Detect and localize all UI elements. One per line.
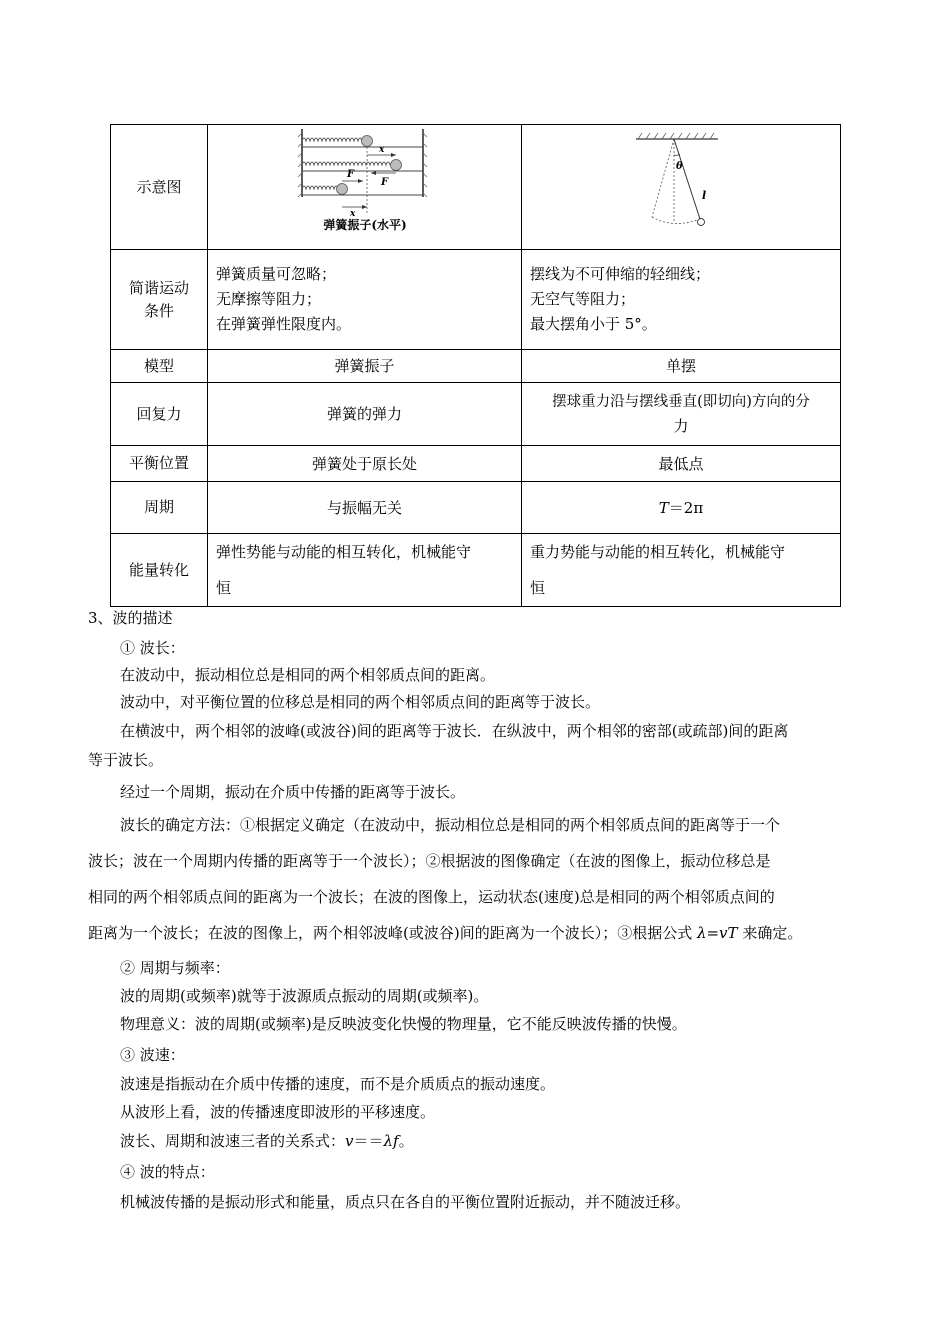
table-row xyxy=(111,446,841,482)
paragraph: 在横波中，两个相邻的波峰(或波谷)间的距离等于波长．在纵波中，两个相邻的密部(或疏部)间的距离 xyxy=(120,722,789,740)
pendulum-restoring-force xyxy=(522,383,841,446)
spring-f-label-2: F xyxy=(346,169,354,180)
paragraph xyxy=(88,923,802,943)
period-formula: ＝2π xyxy=(668,498,704,517)
text-line: 最大摆角小于 5°。 xyxy=(530,315,657,333)
text-segment: ＝＝ xyxy=(353,1132,384,1150)
wavelength-heading: ① 波长： xyxy=(120,639,185,657)
features-heading: ④ 波的特点： xyxy=(120,1163,215,1181)
table-row xyxy=(111,350,841,383)
simple-pendulum-figure xyxy=(626,125,736,235)
lambda-f-symbol: λf xyxy=(383,1132,399,1150)
row-label-diagram: 示意图 xyxy=(111,125,208,250)
pendulum-model: 单摆 xyxy=(522,350,841,383)
text-line: 弹性势能与动能的相互转化，机械能守 xyxy=(216,543,472,561)
text-line: 无空气等阻力； xyxy=(530,290,636,308)
row-label-line: 条件 xyxy=(143,301,174,320)
spring-energy xyxy=(208,534,522,607)
table-row xyxy=(111,482,841,534)
text-line: 恒 xyxy=(216,579,232,597)
row-label-conditions xyxy=(111,250,208,350)
pendulum-energy xyxy=(522,534,841,607)
paragraph: 波长的确定方法：①根据定义确定（在波动中，振动相位总是相同的两个相邻质点间的距离等于一个 xyxy=(120,816,781,834)
pendulum-length-label: l xyxy=(702,189,707,202)
paragraph: 波的周期(或频率)就等于波源质点振动的周期(或频率)。 xyxy=(120,987,489,1005)
spring-period: 与振幅无关 xyxy=(208,482,522,534)
paragraph: 经过一个周期，振动在介质中传播的距离等于波长。 xyxy=(120,783,466,801)
row-label-line: 简谐运动 xyxy=(128,278,189,297)
text-line: 在弹簧弹性限度内。 xyxy=(216,315,352,333)
paragraph xyxy=(120,1131,414,1151)
paragraph: 从波形上看，波的传播速度即波形的平移速度。 xyxy=(120,1103,436,1121)
text-line: 重力势能与动能的相互转化，机械能守 xyxy=(530,543,786,561)
text-line: 摆球重力沿与摆线垂直(即切向)方向的分 xyxy=(552,394,810,410)
pendulum-conditions xyxy=(522,250,841,350)
spring-equilibrium: 弹簧处于原长处 xyxy=(208,446,522,482)
spring-diagram-cell xyxy=(208,125,522,250)
row-label-model: 模型 xyxy=(111,350,208,383)
table-row xyxy=(111,125,841,250)
text-segment: 距离为一个波长；在波的图像上，两个相邻波峰(或波谷)间的距离为一个波长）；③根据公式 xyxy=(88,924,697,942)
table-row xyxy=(111,250,841,350)
row-label-energy: 能量转化 xyxy=(111,534,208,607)
row-label-equilibrium: 平衡位置 xyxy=(111,446,208,482)
table-row xyxy=(111,383,841,446)
paragraph: 相同的两个相邻质点间的距离为一个波长；在波的图像上，运动状态(速度)总是相同的两个相邻质点间的 xyxy=(88,888,775,906)
paragraph: 波长；波在一个周期内传播的距离等于一个波长）；②根据波的图像确定（在波的图像上，振动位移总是 xyxy=(88,852,771,870)
pendulum-theta-label: θ xyxy=(676,161,683,172)
paragraph: 机械波传播的是振动形式和能量，质点只在各自的平衡位置附近振动，并不随波迁移。 xyxy=(120,1193,691,1211)
text-line: 无摩擦等阻力； xyxy=(216,290,322,308)
text-segment: 来确定。 xyxy=(737,924,803,942)
section-title: 3、波的描述 xyxy=(88,609,173,627)
row-label-restoring-force: 回复力 xyxy=(111,383,208,446)
speed-symbol: v xyxy=(345,1132,354,1150)
text-segment: 。 xyxy=(398,1132,414,1150)
wavelength-formula: λ=vT xyxy=(696,924,738,942)
text-line: 力 xyxy=(673,417,689,435)
text-line: 摆线为不可伸缩的轻细线； xyxy=(530,265,711,283)
paragraph: 等于波长。 xyxy=(88,751,164,769)
speed-heading: ③ 波速： xyxy=(120,1046,185,1064)
period-symbol: T xyxy=(658,498,669,517)
paragraph: 波速是指振动在介质中传播的速度，而不是介质质点的振动速度。 xyxy=(120,1075,556,1093)
pendulum-equilibrium: 最低点 xyxy=(522,446,841,482)
spring-restoring-force: 弹簧的弹力 xyxy=(208,383,522,446)
paragraph: 在波动中，振动相位总是相同的两个相邻质点间的距离。 xyxy=(120,666,496,684)
row-label-period: 周期 xyxy=(111,482,208,534)
pendulum-diagram-cell xyxy=(522,125,841,250)
spring-conditions xyxy=(208,250,522,350)
pendulum-period xyxy=(522,482,841,534)
text-line: 弹簧质量可忽略； xyxy=(216,265,337,283)
table-row xyxy=(111,534,841,607)
spring-oscillator-figure xyxy=(295,125,435,235)
spring-x-label: x xyxy=(378,145,384,155)
spring-model: 弹簧振子 xyxy=(208,350,522,383)
spring-f-label: F xyxy=(380,177,388,188)
text-segment: 波长、周期和波速三者的关系式： xyxy=(120,1132,346,1150)
period-heading: ② 周期与频率： xyxy=(120,959,230,977)
spring-x-label-2: x xyxy=(349,209,355,219)
paragraph: 物理意义：波的周期(或频率)是反映波变化快慢的物理量，它不能反映波传播的快慢。 xyxy=(120,1015,687,1033)
comparison-table xyxy=(110,124,841,607)
paragraph: 波动中，对平衡位置的位移总是相同的两个相邻质点间的距离等于波长。 xyxy=(120,693,601,711)
spring-caption: 弹簧振子(水平) xyxy=(322,218,407,232)
text-line: 恒 xyxy=(530,579,546,597)
